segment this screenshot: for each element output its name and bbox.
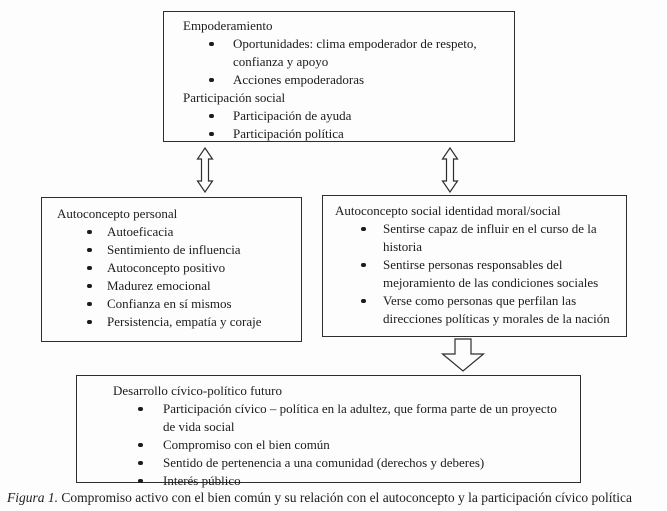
double-arrow-icon: [196, 147, 214, 193]
figure-caption-label: Figura 1.: [7, 490, 59, 505]
bullet-item: Verse como personas que perfilan las direcciones políticas y morales de la nación: [335, 292, 622, 328]
figure-caption: [7, 489, 663, 506]
box-empoderamiento: [163, 11, 515, 142]
bullet-list: [183, 35, 506, 89]
bullet-list: [113, 400, 572, 490]
bullet-item: Persistencia, empatía y coraje: [57, 313, 295, 331]
bullet-item: Sentimiento de influencia: [57, 241, 295, 259]
bullet-item: Madurez emocional: [57, 277, 295, 295]
double-arrow-icon: [441, 147, 459, 193]
bullet-item: Sentirse capaz de influir en el curso de la historia: [335, 220, 622, 256]
bullet-list: [335, 220, 622, 328]
box-heading: Empoderamiento: [183, 18, 273, 33]
bullet-item: Acciones empoderadoras: [183, 71, 506, 89]
box-desarrollo-civico-politico: [76, 375, 581, 488]
down-arrow-icon: [441, 338, 485, 372]
bullet-item: Participación cívico – política en la adultez, que forma parte de un proyecto de vida social: [113, 400, 572, 436]
box-heading: Desarrollo cívico-político futuro: [113, 383, 282, 398]
bullet-list: [57, 223, 295, 331]
bullet-item: Participación política: [183, 125, 506, 143]
bullet-item: Compromiso con el bien común: [113, 436, 572, 454]
bullet-item: Sentido de pertenencia a una comunidad (derechos y deberes): [113, 454, 572, 472]
bullet-item: Sentirse personas responsables del mejoramiento de las condiciones sociales: [335, 256, 622, 292]
bullet-item: Oportunidades: clima empoderador de respeto, confianza y apoyo: [183, 35, 506, 71]
bullet-item: Autoconcepto positivo: [57, 259, 295, 277]
figure-caption-text: Compromiso activo con el bien común y su relación con el autoconcepto y la participación cívico política: [61, 490, 632, 505]
bullet-item: Autoeficacia: [57, 223, 295, 241]
bullet-item: Interés público: [113, 472, 572, 490]
box-heading: Autoconcepto personal: [57, 206, 178, 221]
bullet-list: [183, 107, 506, 143]
box-autoconcepto-personal: [41, 197, 302, 342]
box-autoconcepto-social: [322, 195, 627, 337]
box-heading: Autoconcepto social identidad moral/social: [335, 203, 561, 218]
bullet-item: Confianza en sí mismos: [57, 295, 295, 313]
box-heading: Participación social: [183, 90, 286, 105]
bullet-item: Participación de ayuda: [183, 107, 506, 125]
